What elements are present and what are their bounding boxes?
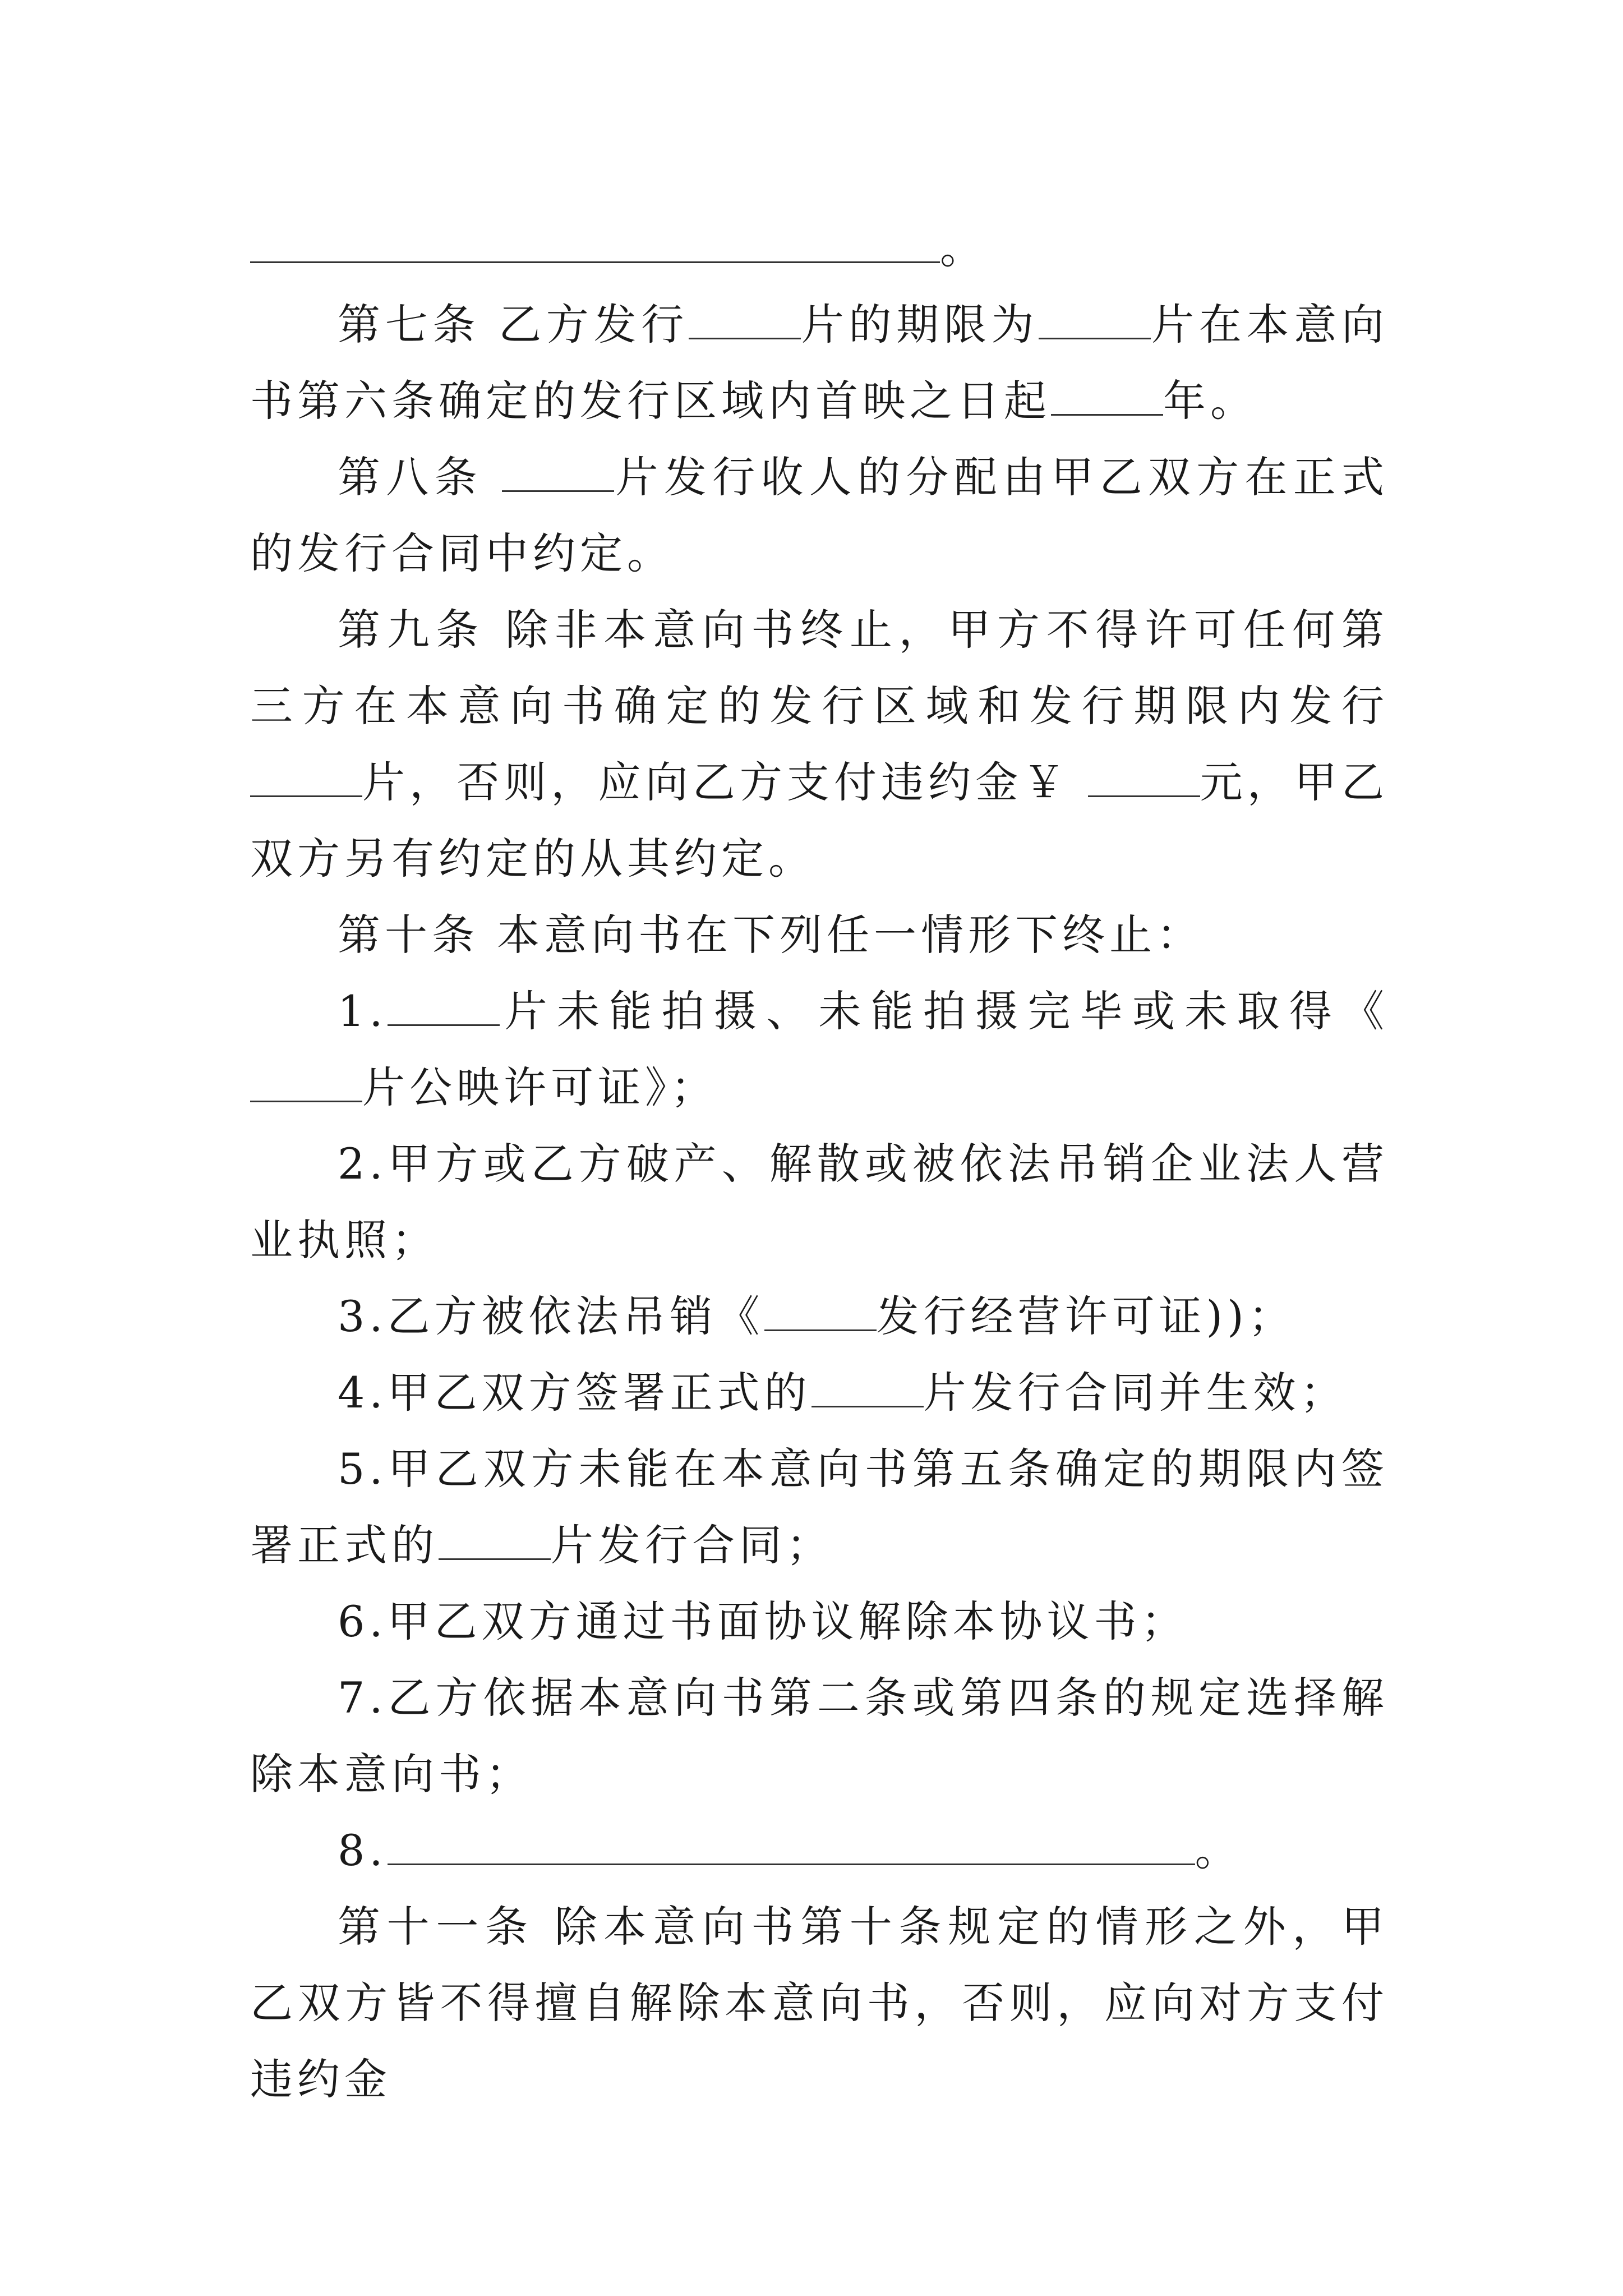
paragraph-text: 片发行收人的分配由甲乙双方在正式的发行合同中约定。 (250, 452, 1389, 578)
fill-in-blank (1039, 297, 1151, 339)
paragraph (250, 1812, 1389, 1889)
document-body (250, 210, 1389, 2118)
paragraph (250, 973, 1389, 1126)
fill-in-blank (250, 755, 362, 797)
fill-in-blank (689, 297, 801, 339)
fill-in-blank (764, 1289, 877, 1331)
paragraph (250, 1278, 1389, 1355)
paragraph-text: 。 (940, 223, 987, 273)
paragraph (250, 1431, 1389, 1584)
paragraph (250, 592, 1389, 897)
paragraph-text: 第九条 除非本意向书终止，甲方不得许可任何第三方在本意向书确定的发行区域和发行期限内发行 (250, 605, 1389, 731)
paragraph-text: 3.乙方被依法吊销《 (338, 1291, 764, 1341)
fill-in-blank (1051, 374, 1163, 416)
paragraph-text: 第七条 乙方发行 (338, 300, 689, 349)
paragraph-text: 4.甲乙双方签署正式的 (338, 1368, 811, 1418)
paragraph-text: 6.甲乙双方通过书面协议解除本协议书； (338, 1596, 1188, 1646)
paragraph-text: 片发行合同并生效； (923, 1368, 1348, 1418)
paragraph-text: 第十一条 除本意向书第十条规定的情形之外，甲乙双方皆不得擅自解除本意向书，否则，应向对方支付违约金 (250, 1902, 1389, 2104)
fill-in-blank (388, 984, 500, 1026)
paragraph-text: 片未能拍摄、未能拍摄完毕或未取得《 (499, 986, 1389, 1036)
paragraph-text: 1. (338, 986, 388, 1036)
fill-in-blank (250, 1060, 362, 1102)
fill-in-blank (502, 450, 614, 492)
paragraph (250, 1889, 1389, 2118)
fill-in-blank (388, 1823, 1195, 1865)
paragraph-text: 片发行合同； (551, 1520, 833, 1570)
paragraph (250, 287, 1389, 439)
paragraph-text: 片，否则，应向乙方支付违约金￥ (362, 757, 1088, 807)
paragraph-text: 7.乙方依据本意向书第二条或第四条的规定选择解除本意向书； (250, 1673, 1389, 1799)
paragraph-text: 发行经营许可证))； (876, 1291, 1295, 1341)
paragraph (250, 1355, 1389, 1431)
paragraph (250, 439, 1389, 592)
paragraph-text: 片的期限为 (800, 300, 1039, 349)
paragraph-text: 年。 (1163, 376, 1257, 426)
paragraph-text: 5.甲乙双方未能在本意向书第五条确定的期限内签署正式的 (250, 1444, 1389, 1570)
fill-in-blank (1088, 755, 1200, 797)
paragraph-text: 第八条 (338, 452, 502, 502)
paragraph-text: 第十条 本意向书在下列任一情形下终止： (338, 910, 1204, 960)
paragraph-text: 元，甲乙双方另有约定的从其约定。 (250, 757, 1389, 884)
fill-in-blank (250, 221, 940, 263)
paragraph-text: 2.甲方或乙方破产、解散或被依法吊销企业法人营业执照； (250, 1139, 1389, 1265)
paragraph (250, 1584, 1389, 1660)
fill-in-blank (811, 1365, 924, 1407)
paragraph-text: 。 (1195, 1825, 1242, 1875)
paragraph (250, 210, 1389, 287)
paragraph (250, 1660, 1389, 1812)
paragraph (250, 1126, 1389, 1278)
paragraph (250, 897, 1389, 973)
paragraph-text: 片公映许可证》； (362, 1062, 718, 1112)
fill-in-blank (439, 1518, 551, 1560)
paragraph-text: 片在本意向书第六条确定的发行区域内首映之日起 (250, 300, 1389, 426)
paragraph-text: 8. (338, 1825, 388, 1875)
